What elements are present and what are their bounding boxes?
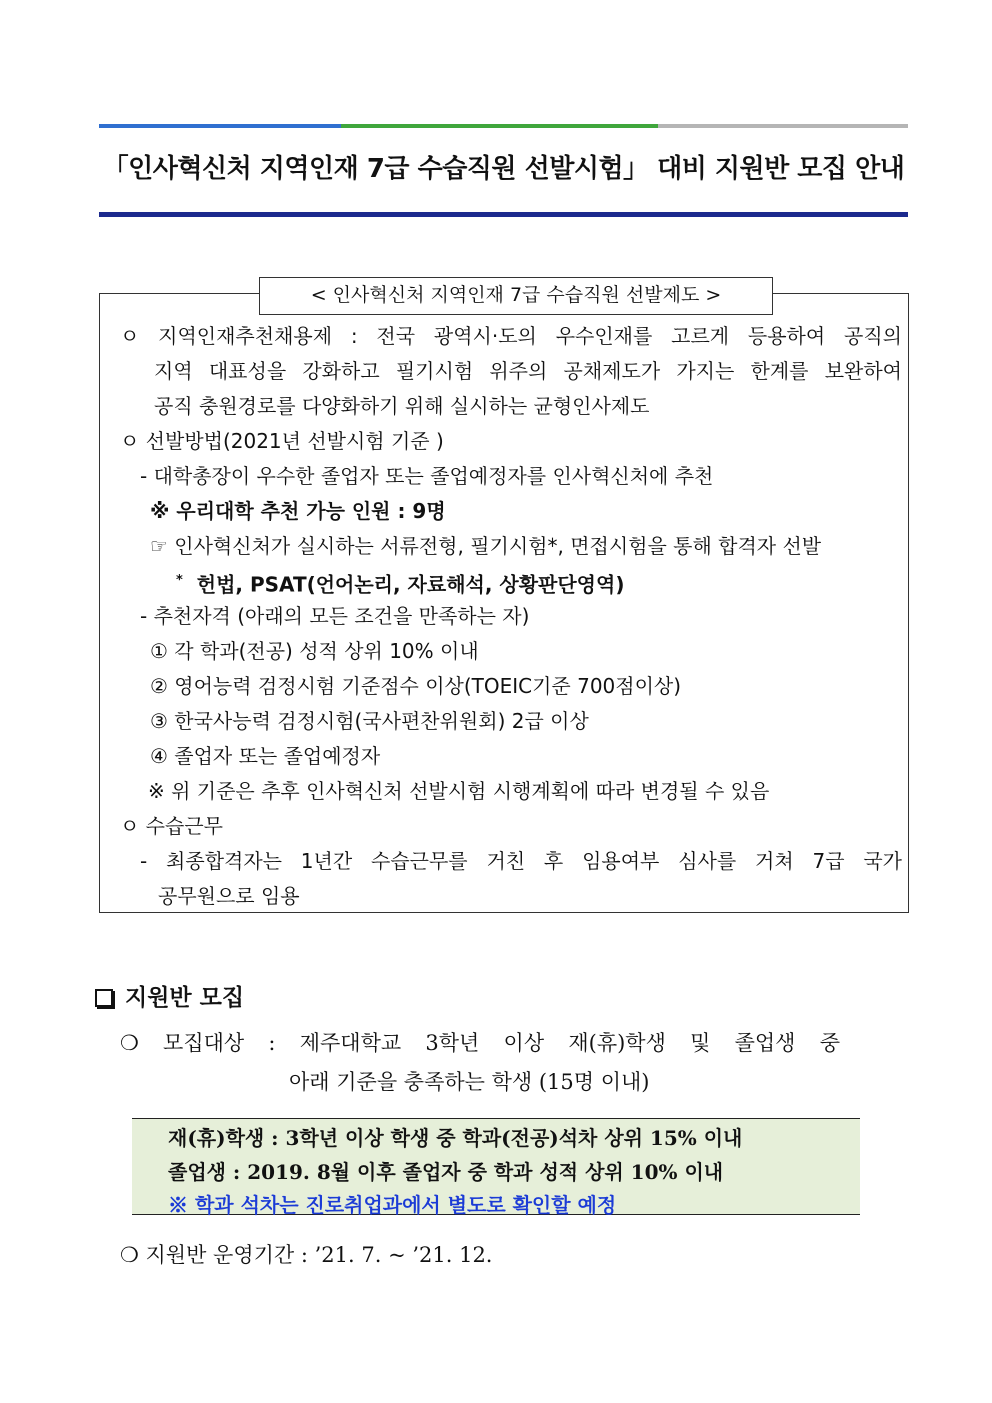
- exam-subjects: [176, 568, 624, 598]
- rule-gray-segment: [658, 124, 908, 128]
- system-line-15: ㅇ 수습근무: [120, 814, 223, 838]
- footnote-mark: *: [176, 573, 183, 588]
- rule-green-segment: [341, 124, 658, 128]
- checkbox-square-icon: [95, 989, 113, 1007]
- system-box-title: < 인사혁신처 지역인재 7급 수습직원 선발제도 >: [259, 277, 773, 315]
- qualification-4: ④ 졸업자 또는 졸업예정자: [150, 744, 381, 768]
- section-heading: [95, 979, 244, 1012]
- rule-blue-segment: [99, 124, 341, 128]
- system-line-9: - 추천자격 (아래의 모든 조건을 만족하는 자): [140, 604, 530, 628]
- system-line-4: ㅇ 선발방법(2021년 선발시험 기준 ): [120, 429, 444, 453]
- qualification-2: ② 영어능력 검정시험 기준점수 이상(TOEIC기준 700점이상): [150, 674, 682, 698]
- qualification-1: ① 각 학과(전공) 성적 상위 10% 이내: [150, 639, 479, 663]
- system-line-1: ㅇ 지역인재추천채용제 : 전국 광역시·도의 우수인재를 고르게 등용하여 공직의: [120, 324, 902, 348]
- system-line-17: 공무원으로 임용: [158, 884, 300, 908]
- target-line-cont: 아래 기준을 충족하는 학생 (15명 이내): [289, 1070, 650, 1094]
- criteria-graduate: 졸업생 : 2019. 8월 이후 졸업자 중 학과 성적 상위 10% 이내: [168, 1160, 724, 1184]
- exam-subjects-text: 헌법, PSAT(언어논리, 자료해석, 상황판단영역): [196, 572, 625, 597]
- system-line-5: - 대학총장이 우수한 졸업자 또는 졸업예정자를 인사혁신처에 추천: [140, 464, 714, 488]
- operation-period: ❍ 지원반 운영기간 : ’21. 7. ~ ’21. 12.: [120, 1243, 493, 1267]
- criteria-enrolled: 재(휴)학생 : 3학년 이상 학생 중 학과(전공)석차 상위 15% 이내: [168, 1126, 743, 1150]
- system-line-14: ※ 위 기준은 추후 인사혁신처 선발시험 시행계획에 따라 변경될 수 있음: [148, 779, 770, 803]
- system-line-16: - 최종합격자는 1년간 수습근무를 거친 후 임용여부 심사를 거쳐 7급 국가: [140, 849, 902, 873]
- target-line: ❍ 모집대상 : 제주대학교 3학년 이상 재(휴)학생 및 졸업생 중: [120, 1031, 840, 1055]
- title-bottom-rule: [99, 212, 908, 217]
- qualification-3: ③ 한국사능력 검정시험(국사편찬위원회) 2급 이상: [150, 709, 589, 733]
- title-top-rule: [99, 124, 908, 128]
- recommend-quota: ※ 우리대학 추천 가능 인원 : 9명: [150, 499, 446, 523]
- system-line-3: 공직 충원경로를 다양화하기 위해 실시하는 균형인사제도: [154, 394, 650, 418]
- page-title: 「인사혁신처 지역인재 7급 수습직원 선발시험」 대비 지원반 모집 안내: [102, 154, 905, 184]
- system-line-7: ☞ 인사혁신처가 실시하는 서류전형, 필기시험*, 면접시험을 통해 합격자 선발: [150, 534, 822, 558]
- criteria-note: ※ 학과 석차는 진로취업과에서 별도로 확인할 예정: [168, 1193, 617, 1217]
- system-line-2: 지역 대표성을 강화하고 필기시험 위주의 공채제도가 가지는 한계를 보완하여: [154, 359, 902, 383]
- section-heading-text: 지원반 모집: [125, 984, 245, 1011]
